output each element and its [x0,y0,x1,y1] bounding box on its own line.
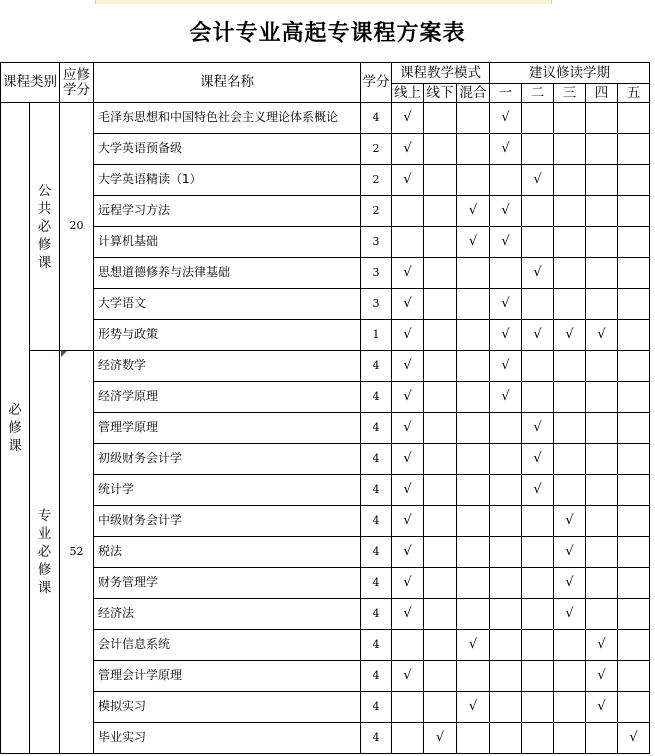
semester-cell[interactable] [490,258,522,289]
semester-cell[interactable] [554,196,586,227]
course-credit-cell[interactable]: 2 [361,165,392,196]
table-row [1,692,650,723]
semester-cell[interactable] [490,506,522,537]
semester-cell[interactable] [618,103,650,134]
semester-cell[interactable] [618,289,650,320]
course-credit-cell[interactable]: 4 [361,382,392,413]
mode-cell[interactable] [424,506,457,537]
semester-cell[interactable] [522,599,554,630]
cell-comment-marker [61,351,67,357]
semester-cell[interactable]: √ [522,413,554,444]
mode-cell[interactable] [457,320,490,351]
vertical-label: 专业必修课 [37,508,52,596]
semester-cell[interactable]: √ [554,506,586,537]
mode-cell[interactable]: √ [392,382,424,413]
semester-cell[interactable] [554,103,586,134]
mode-cell[interactable] [424,320,457,351]
semester-cell[interactable] [586,351,618,382]
semester-cell[interactable]: √ [490,351,522,382]
mode-cell[interactable] [424,475,457,506]
semester-cell[interactable] [522,196,554,227]
header-credit[interactable]: 学分 [361,63,392,103]
spreadsheet-column-strip [0,0,655,4]
semester-cell[interactable] [554,227,586,258]
semester-cell[interactable] [618,196,650,227]
semester-cell[interactable]: √ [522,258,554,289]
mode-cell[interactable] [457,382,490,413]
course-name-cell[interactable]: 大学英语精读（1） [94,165,361,196]
semester-cell[interactable] [586,475,618,506]
semester-cell[interactable] [618,692,650,723]
semester-cell[interactable] [522,661,554,692]
mode-cell[interactable] [457,289,490,320]
semester-cell[interactable] [490,537,522,568]
semester-cell[interactable] [522,537,554,568]
mode-cell[interactable] [424,382,457,413]
table-row [1,103,650,134]
course-credit-cell[interactable]: 3 [361,258,392,289]
semester-cell[interactable]: √ [522,320,554,351]
mode-cell[interactable] [424,196,457,227]
semester-cell[interactable] [586,723,618,754]
semester-cell[interactable] [554,258,586,289]
semester-cell[interactable] [618,165,650,196]
course-name-cell[interactable]: 思想道德修养与法律基础 [94,258,361,289]
header-semester-5[interactable]: 五 [618,84,650,103]
table-row [1,258,650,289]
semester-cell[interactable] [522,103,554,134]
course-name-cell[interactable]: 大学语文 [94,289,361,320]
semester-cell[interactable] [618,506,650,537]
course-name-cell[interactable]: 管理会计学原理 [94,661,361,692]
mode-cell[interactable] [457,351,490,382]
semester-cell[interactable] [490,630,522,661]
semester-cell[interactable]: √ [522,165,554,196]
mode-cell[interactable] [392,723,424,754]
semester-cell[interactable] [522,692,554,723]
semester-cell[interactable]: √ [554,568,586,599]
course-name-cell[interactable]: 会计信息系统 [94,630,361,661]
mode-cell[interactable] [424,227,457,258]
semester-cell[interactable] [586,599,618,630]
mode-cell[interactable]: √ [392,103,424,134]
mode-cell[interactable] [424,103,457,134]
course-credit-cell[interactable]: 4 [361,630,392,661]
mode-cell[interactable] [457,475,490,506]
mode-cell[interactable]: √ [392,599,424,630]
semester-cell[interactable] [586,568,618,599]
table-row [1,661,650,692]
semester-cell[interactable] [490,692,522,723]
course-credit-cell[interactable]: 3 [361,289,392,320]
group-credits-cell[interactable]: 20 [60,103,94,351]
semester-cell[interactable] [554,630,586,661]
course-name-cell[interactable]: 经济学原理 [94,382,361,413]
semester-cell[interactable] [586,506,618,537]
header-semester-3[interactable]: 三 [554,84,586,103]
mode-cell[interactable] [424,165,457,196]
course-credit-cell[interactable]: 4 [361,506,392,537]
semester-cell[interactable] [522,630,554,661]
semester-cell[interactable]: √ [586,630,618,661]
mode-cell[interactable]: √ [457,630,490,661]
mode-cell[interactable] [392,630,424,661]
course-name-cell[interactable]: 模拟实习 [94,692,361,723]
semester-cell[interactable] [618,382,650,413]
header-semester-4[interactable]: 四 [586,84,618,103]
course-name-cell[interactable]: 初级财务会计学 [94,444,361,475]
course-name-cell[interactable]: 税法 [94,537,361,568]
mode-cell[interactable] [457,258,490,289]
semester-cell[interactable] [522,351,554,382]
course-credit-cell[interactable]: 4 [361,692,392,723]
table-row [1,506,650,537]
course-name-cell[interactable]: 财务管理学 [94,568,361,599]
table-row [1,630,650,661]
course-credit-cell[interactable]: 4 [361,537,392,568]
course-credit-cell[interactable]: 1 [361,320,392,351]
vertical-label: 必修课 [8,402,22,454]
semester-cell[interactable] [490,475,522,506]
mode-cell[interactable] [457,506,490,537]
semester-cell[interactable]: √ [554,320,586,351]
semester-cell[interactable] [618,227,650,258]
semester-cell[interactable] [618,661,650,692]
table-row [1,413,650,444]
mode-cell[interactable]: √ [392,568,424,599]
header-course-name[interactable]: 课程名称 [94,63,361,103]
semester-cell[interactable] [522,568,554,599]
course-credit-cell[interactable]: 4 [361,444,392,475]
table-row [1,165,650,196]
semester-cell[interactable] [586,165,618,196]
semester-cell[interactable]: √ [490,134,522,165]
table-row [1,568,650,599]
semester-cell[interactable]: √ [522,475,554,506]
semester-cell[interactable]: √ [490,196,522,227]
mode-cell[interactable]: √ [392,320,424,351]
mode-cell[interactable] [424,692,457,723]
table-row [1,289,650,320]
table-row [1,444,650,475]
mode-cell[interactable] [457,444,490,475]
mode-cell[interactable] [424,413,457,444]
semester-cell[interactable]: √ [490,320,522,351]
semester-cell[interactable] [554,444,586,475]
table-row [1,227,650,258]
mode-cell[interactable]: √ [392,661,424,692]
mode-cell[interactable] [424,351,457,382]
semester-cell[interactable] [618,475,650,506]
mode-cell[interactable] [457,103,490,134]
semester-cell[interactable] [522,227,554,258]
semester-cell[interactable] [586,413,618,444]
course-name-cell[interactable]: 形势与政策 [94,320,361,351]
course-name-cell[interactable]: 毕业实习 [94,723,361,754]
semester-cell[interactable] [586,537,618,568]
course-credit-cell[interactable]: 4 [361,599,392,630]
semester-cell[interactable] [618,413,650,444]
semester-cell[interactable]: √ [490,103,522,134]
semester-cell[interactable]: √ [490,227,522,258]
mode-cell[interactable] [424,134,457,165]
semester-cell[interactable] [554,351,586,382]
course-credit-cell[interactable]: 3 [361,227,392,258]
semester-cell[interactable]: √ [490,289,522,320]
header-mode-online[interactable]: 线上 [392,84,424,103]
semester-cell[interactable] [490,723,522,754]
mode-cell[interactable] [457,661,490,692]
semester-cell[interactable] [554,723,586,754]
semester-cell[interactable] [586,134,618,165]
category-main-cell[interactable] [1,103,30,754]
course-name-cell[interactable]: 大学英语预备级 [94,134,361,165]
semester-cell[interactable] [490,444,522,475]
mode-cell[interactable]: √ [392,537,424,568]
table-row [1,475,650,506]
table-row [1,351,650,382]
semester-cell[interactable] [618,444,650,475]
mode-cell[interactable] [457,723,490,754]
semester-cell[interactable] [554,692,586,723]
course-name-cell[interactable]: 经济法 [94,599,361,630]
table-row [1,134,650,165]
mode-cell[interactable] [424,444,457,475]
mode-cell[interactable]: √ [392,165,424,196]
mode-cell[interactable] [424,289,457,320]
course-credit-cell[interactable]: 4 [361,568,392,599]
group-name-cell[interactable] [30,351,60,754]
semester-cell[interactable] [490,661,522,692]
course-credit-cell[interactable]: 4 [361,103,392,134]
semester-cell[interactable] [522,289,554,320]
mode-cell[interactable] [457,568,490,599]
semester-cell[interactable] [490,599,522,630]
group-name-cell[interactable] [30,103,60,351]
vertical-label: 公共必修课 [37,182,52,271]
course-plan-table [0,62,650,754]
semester-cell[interactable] [522,134,554,165]
mode-cell[interactable]: √ [457,196,490,227]
semester-cell[interactable] [618,320,650,351]
header-semester[interactable]: 建议修读学期 [490,63,650,84]
table-row [1,537,650,568]
semester-cell[interactable] [586,103,618,134]
mode-cell[interactable] [392,227,424,258]
course-name-cell[interactable]: 统计学 [94,475,361,506]
mode-cell[interactable] [457,165,490,196]
mode-cell[interactable] [424,599,457,630]
semester-cell[interactable]: √ [586,692,618,723]
mode-cell[interactable]: √ [392,289,424,320]
mode-cell[interactable]: √ [392,134,424,165]
semester-cell[interactable]: √ [586,320,618,351]
table-row [1,320,650,351]
header-semester-1[interactable]: 一 [490,84,522,103]
course-credit-cell[interactable]: 4 [361,475,392,506]
semester-cell[interactable] [586,382,618,413]
semester-cell[interactable]: √ [522,444,554,475]
semester-cell[interactable] [490,413,522,444]
mode-cell[interactable]: √ [457,692,490,723]
course-name-cell[interactable]: 管理学原理 [94,413,361,444]
header-mode-hybrid[interactable]: 混合 [457,84,490,103]
semester-cell[interactable]: √ [554,599,586,630]
mode-cell[interactable]: √ [392,475,424,506]
course-credit-cell[interactable]: 2 [361,196,392,227]
semester-cell[interactable] [618,351,650,382]
semester-cell[interactable] [554,134,586,165]
course-name-cell[interactable]: 计算机基础 [94,227,361,258]
table-row [1,382,650,413]
semester-cell[interactable] [522,723,554,754]
header-credits-required[interactable]: 应修 学分 [60,63,94,103]
semester-cell[interactable]: √ [586,661,618,692]
table-row [1,599,650,630]
course-credit-cell[interactable]: 4 [361,661,392,692]
semester-cell[interactable] [618,599,650,630]
semester-cell[interactable] [554,475,586,506]
semester-cell[interactable]: √ [490,382,522,413]
semester-cell[interactable] [586,196,618,227]
mode-cell[interactable]: √ [392,444,424,475]
course-name-cell[interactable]: 中级财务会计学 [94,506,361,537]
semester-cell[interactable] [586,289,618,320]
semester-cell[interactable] [522,506,554,537]
mode-cell[interactable] [424,537,457,568]
semester-cell[interactable] [586,444,618,475]
mode-cell[interactable]: √ [392,258,424,289]
group-credits-cell[interactable]: 52 [60,351,94,754]
table-row [1,723,650,754]
semester-cell[interactable] [554,661,586,692]
semester-cell[interactable] [490,568,522,599]
semester-cell[interactable] [618,134,650,165]
course-credit-cell[interactable]: 4 [361,351,392,382]
mode-cell[interactable]: √ [392,351,424,382]
semester-cell[interactable]: √ [554,537,586,568]
mode-cell[interactable]: √ [457,227,490,258]
mode-cell[interactable] [392,692,424,723]
mode-cell[interactable] [424,258,457,289]
semester-cell[interactable] [522,382,554,413]
mode-cell[interactable] [424,630,457,661]
mode-cell[interactable]: √ [392,506,424,537]
mode-cell[interactable] [457,537,490,568]
course-credit-cell[interactable]: 4 [361,413,392,444]
mode-cell[interactable] [457,134,490,165]
semester-cell[interactable] [618,258,650,289]
mode-cell[interactable]: √ [424,723,457,754]
course-credit-cell[interactable]: 4 [361,723,392,754]
mode-cell[interactable] [392,196,424,227]
mode-cell[interactable] [457,413,490,444]
semester-cell[interactable] [554,413,586,444]
mode-cell[interactable]: √ [392,413,424,444]
course-credit-cell[interactable]: 2 [361,134,392,165]
semester-cell[interactable] [618,537,650,568]
mode-cell[interactable] [424,661,457,692]
semester-cell[interactable] [618,568,650,599]
semester-cell[interactable] [586,258,618,289]
course-name-cell[interactable]: 毛泽东思想和中国特色社会主义理论体系概论 [94,103,361,134]
mode-cell[interactable] [424,568,457,599]
semester-cell[interactable] [554,289,586,320]
semester-cell[interactable] [554,165,586,196]
semester-cell[interactable] [490,165,522,196]
semester-cell[interactable] [554,382,586,413]
header-teaching-mode[interactable]: 课程教学模式 [392,63,490,84]
course-name-cell[interactable]: 经济数学 [94,351,361,382]
page-title: 会计专业高起专课程方案表 [189,20,466,46]
semester-cell[interactable]: √ [618,723,650,754]
course-name-cell[interactable]: 远程学习方法 [94,196,361,227]
header-mode-offline[interactable]: 线下 [424,84,457,103]
table-row [1,196,650,227]
semester-cell[interactable] [618,630,650,661]
semester-cell[interactable] [586,227,618,258]
header-category[interactable]: 课程类别 [1,63,60,103]
header-semester-2[interactable]: 二 [522,84,554,103]
mode-cell[interactable] [457,599,490,630]
